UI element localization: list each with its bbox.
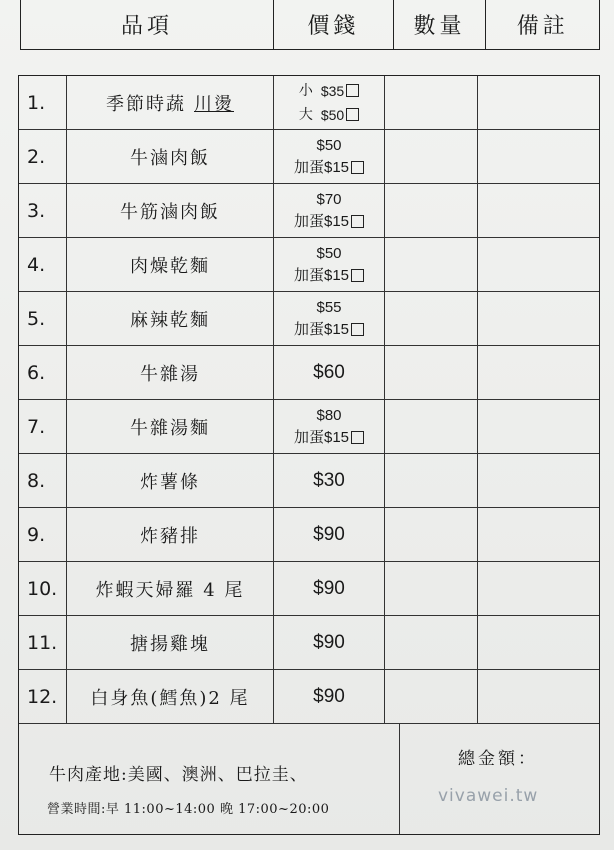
order-table xyxy=(18,75,600,835)
qty-cell[interactable] xyxy=(385,670,478,723)
item-price xyxy=(274,292,385,345)
row-number: 3. xyxy=(19,184,67,237)
item-price xyxy=(274,616,385,669)
qty-cell[interactable] xyxy=(385,292,478,345)
table-header xyxy=(20,0,600,50)
qty-cell[interactable] xyxy=(385,76,478,129)
row-number: 10. xyxy=(19,562,67,615)
row-number: 5. xyxy=(19,292,67,345)
note-cell[interactable] xyxy=(478,292,599,345)
egg-label: 加蛋$15 xyxy=(293,266,350,284)
price-value: $80 xyxy=(316,406,342,424)
egg-option xyxy=(294,427,364,449)
item-name: 白身魚(鱈魚)2 尾 xyxy=(67,670,274,723)
item-name: 炸蝦天婦羅 4 尾 xyxy=(67,562,274,615)
header-price: 價錢 xyxy=(274,0,394,49)
header-item: 品項 xyxy=(21,0,274,49)
watermark: vivawei.tw xyxy=(438,786,539,806)
qty-cell[interactable] xyxy=(385,508,478,561)
beef-origin: 牛肉產地:美國、澳洲、巴拉圭、 xyxy=(49,765,308,785)
egg-option xyxy=(294,265,364,287)
table-row xyxy=(19,292,599,346)
item-name: 麻辣乾麵 xyxy=(67,292,274,345)
item-price xyxy=(274,454,385,507)
table-row xyxy=(19,454,599,508)
note-cell[interactable] xyxy=(478,562,599,615)
qty-cell[interactable] xyxy=(385,130,478,183)
egg-option xyxy=(294,157,364,179)
item-name: 牛筋滷肉飯 xyxy=(67,184,274,237)
note-cell[interactable] xyxy=(478,184,599,237)
size-large-label: 大 xyxy=(298,106,313,123)
item-name: 肉燥乾麵 xyxy=(67,238,274,291)
row-number: 8. xyxy=(19,454,67,507)
qty-cell[interactable] xyxy=(385,400,478,453)
item-price xyxy=(274,346,385,399)
item-name: 牛滷肉飯 xyxy=(67,130,274,183)
row-number: 4. xyxy=(19,238,67,291)
item-price xyxy=(274,238,385,291)
note-cell[interactable] xyxy=(478,346,599,399)
table-row xyxy=(19,184,599,238)
note-cell[interactable] xyxy=(478,670,599,723)
item-price xyxy=(274,184,385,237)
price-value: $30 xyxy=(313,469,345,491)
note-cell[interactable] xyxy=(478,76,599,129)
price-value: $55 xyxy=(316,298,342,316)
qty-cell[interactable] xyxy=(385,346,478,399)
size-small-label: 小 xyxy=(298,82,313,99)
size-small-line xyxy=(299,79,359,103)
checkbox-egg[interactable] xyxy=(351,215,364,228)
table-row xyxy=(19,562,599,616)
egg-label: 加蛋$15 xyxy=(293,320,350,338)
total-label: 總金額： xyxy=(458,749,538,769)
item-name: 牛雜湯麵 xyxy=(67,400,274,453)
qty-cell[interactable] xyxy=(385,184,478,237)
row-number: 11. xyxy=(19,616,67,669)
egg-label: 加蛋$15 xyxy=(293,428,350,446)
price-value: $50 xyxy=(316,244,342,262)
qty-cell[interactable] xyxy=(385,616,478,669)
table-row xyxy=(19,616,599,670)
price-small: $35 xyxy=(320,82,345,99)
row-number: 6. xyxy=(19,346,67,399)
table-row xyxy=(19,130,599,184)
checkbox-egg[interactable] xyxy=(351,323,364,336)
price-value: $90 xyxy=(313,631,345,653)
footer-info xyxy=(19,724,400,834)
total-box[interactable] xyxy=(400,724,598,834)
note-cell[interactable] xyxy=(478,130,599,183)
row-number: 12. xyxy=(19,670,67,723)
item-name xyxy=(67,76,274,129)
price-value: $50 xyxy=(316,136,342,154)
item-name-text: 季節時蔬 xyxy=(106,93,186,115)
egg-label: 加蛋$15 xyxy=(293,212,350,230)
price-value: $70 xyxy=(316,190,342,208)
price-large: $50 xyxy=(320,106,345,123)
table-footer xyxy=(19,724,599,834)
table-row xyxy=(19,508,599,562)
checkbox-small[interactable] xyxy=(346,84,359,97)
qty-cell[interactable] xyxy=(385,562,478,615)
header-note: 備註 xyxy=(516,14,569,39)
table-row xyxy=(19,346,599,400)
row-number: 2. xyxy=(19,130,67,183)
note-cell[interactable] xyxy=(478,616,599,669)
checkbox-egg[interactable] xyxy=(351,431,364,444)
note-cell[interactable] xyxy=(478,508,599,561)
egg-option xyxy=(294,211,364,233)
table-row xyxy=(19,670,599,724)
item-price xyxy=(274,508,385,561)
row-number: 9. xyxy=(19,508,67,561)
item-name: 牛雜湯 xyxy=(67,346,274,399)
egg-option xyxy=(294,319,364,341)
price-value: $90 xyxy=(313,685,345,707)
price-value: $90 xyxy=(313,577,345,599)
item-price xyxy=(274,76,385,129)
note-cell[interactable] xyxy=(478,454,599,507)
table-row xyxy=(19,400,599,454)
item-price xyxy=(274,400,385,453)
item-price xyxy=(274,670,385,723)
table-row xyxy=(19,76,599,130)
checkbox-egg[interactable] xyxy=(351,161,364,174)
table-row xyxy=(19,238,599,292)
checkbox-egg[interactable] xyxy=(351,269,364,282)
header-qty: 數量 xyxy=(394,0,487,49)
item-price xyxy=(274,130,385,183)
price-value: $60 xyxy=(313,361,345,383)
item-name-extra: 川燙 xyxy=(194,93,234,115)
note-cell[interactable] xyxy=(478,238,599,291)
qty-cell[interactable] xyxy=(385,238,478,291)
price-value: $90 xyxy=(313,523,345,545)
item-price xyxy=(274,562,385,615)
size-large-line xyxy=(299,103,359,127)
row-number: 1. xyxy=(19,76,67,129)
business-hours: 營業時間:早 11:00~14:00 晚 17:00~20:00 xyxy=(47,802,330,817)
row-number: 7. xyxy=(19,400,67,453)
item-name: 搪揚雞塊 xyxy=(67,616,274,669)
egg-label: 加蛋$15 xyxy=(293,158,350,176)
checkbox-large[interactable] xyxy=(346,108,359,121)
qty-cell[interactable] xyxy=(385,454,478,507)
note-cell[interactable] xyxy=(478,400,599,453)
item-name: 炸豬排 xyxy=(67,508,274,561)
item-name: 炸薯條 xyxy=(67,454,274,507)
